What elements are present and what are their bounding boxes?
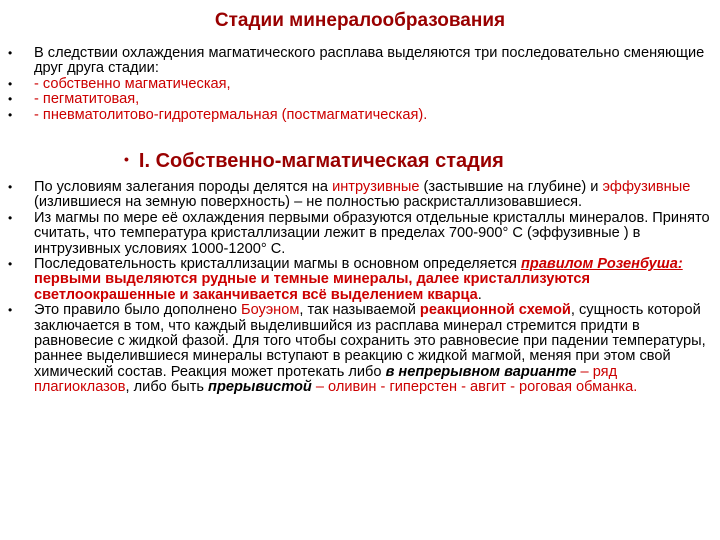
p3-text: Последовательность кристаллизации магмы в основном определяется [34, 256, 521, 273]
subtitle-text: I. Собственно-магматическая стадия [138, 150, 504, 172]
stage-details-list [8, 180, 714, 396]
stages-list [8, 46, 714, 123]
list-item [8, 46, 714, 77]
discontinuous-series: – оливин - гиперстен - авгит - роговая обманка. [311, 379, 638, 396]
list-item [8, 303, 714, 395]
list-item [8, 108, 714, 123]
list-item [8, 211, 714, 257]
term-effusive: эффузивные [602, 179, 691, 195]
p4-text: , так называемой [299, 302, 420, 319]
list-item [8, 77, 714, 92]
rosenbusch-rule: правилом Розенбуша: [520, 256, 683, 273]
p4-text: Это правило было дополнено [34, 302, 242, 319]
p1-text: По условиям залегания породы делятся на [34, 179, 333, 195]
stage-magmatic: - собственно магматическая, [34, 75, 231, 92]
rule-statement: первыми выделяются рудные и темные минералы, далее кристаллизуются светлоокрашенные и заканчивается всё выделением кварца [34, 271, 591, 303]
bullet-icon: • [8, 180, 13, 194]
bullet-icon: • [8, 210, 13, 225]
p3-text: . [477, 286, 482, 303]
p2-text: Из магмы по мере её охлаждения первыми образуются отдельные кристаллы минералов. Принято считать, что температура кристаллизации лежит в пределах 700-900° С (эффузивные ) в интрузивных условиях 1000-1200° С. [34, 209, 710, 257]
bullet-icon: • [8, 257, 13, 272]
plagioclase-series: – ряд плагиоклазов [34, 363, 618, 396]
stage-pegmatite: - пегматитовая, [34, 91, 140, 108]
bullet-icon: • [124, 151, 129, 167]
list-item [8, 92, 714, 107]
term-bowen: Боуэном [241, 302, 300, 319]
bullet-icon: • [8, 303, 13, 318]
bullet-icon: • [8, 46, 13, 60]
list-item [8, 257, 714, 303]
term-reaction-scheme: реакционной схемой [419, 302, 571, 319]
bullet-icon: • [8, 76, 13, 91]
bullet-icon: • [8, 92, 13, 107]
bullet-icon: • [8, 107, 13, 122]
section-subtitle [124, 150, 684, 173]
p4-text: , либо быть [125, 379, 209, 396]
stage-hydrothermal: - пневматолитово-гидротермальная (постмагматическая). [34, 106, 428, 123]
p4-text: , сущность которой заключается в том, что каждый выделившийся из расплава минерал стремится придти в равновесие с жидкой фазой. Для того чтобы сохранить это равновесие при падении температуры, раннее выделившиеся минералы вступают в реакцию с жидкой магмой, меняя при этом свой химический состав. Реакция может протекать либо [34, 302, 706, 380]
p1-text: (излившиеся на земную поверхность) – не полностью раскристаллизовавшиеся. [34, 194, 583, 211]
p1-text: (застывшие на глубине) и [419, 179, 603, 195]
intro-text: В следствии охлаждения магматического расплава выделяются три последовательно сменяющие друг друга стадии: [34, 45, 705, 77]
term-discontinuous: прерывистой [208, 379, 312, 396]
term-intrusive: интрузивные [332, 179, 420, 195]
list-item [8, 180, 714, 211]
term-continuous: в непрерывном варианте [385, 363, 577, 380]
slide-title: Стадии минералообразования [214, 10, 506, 31]
